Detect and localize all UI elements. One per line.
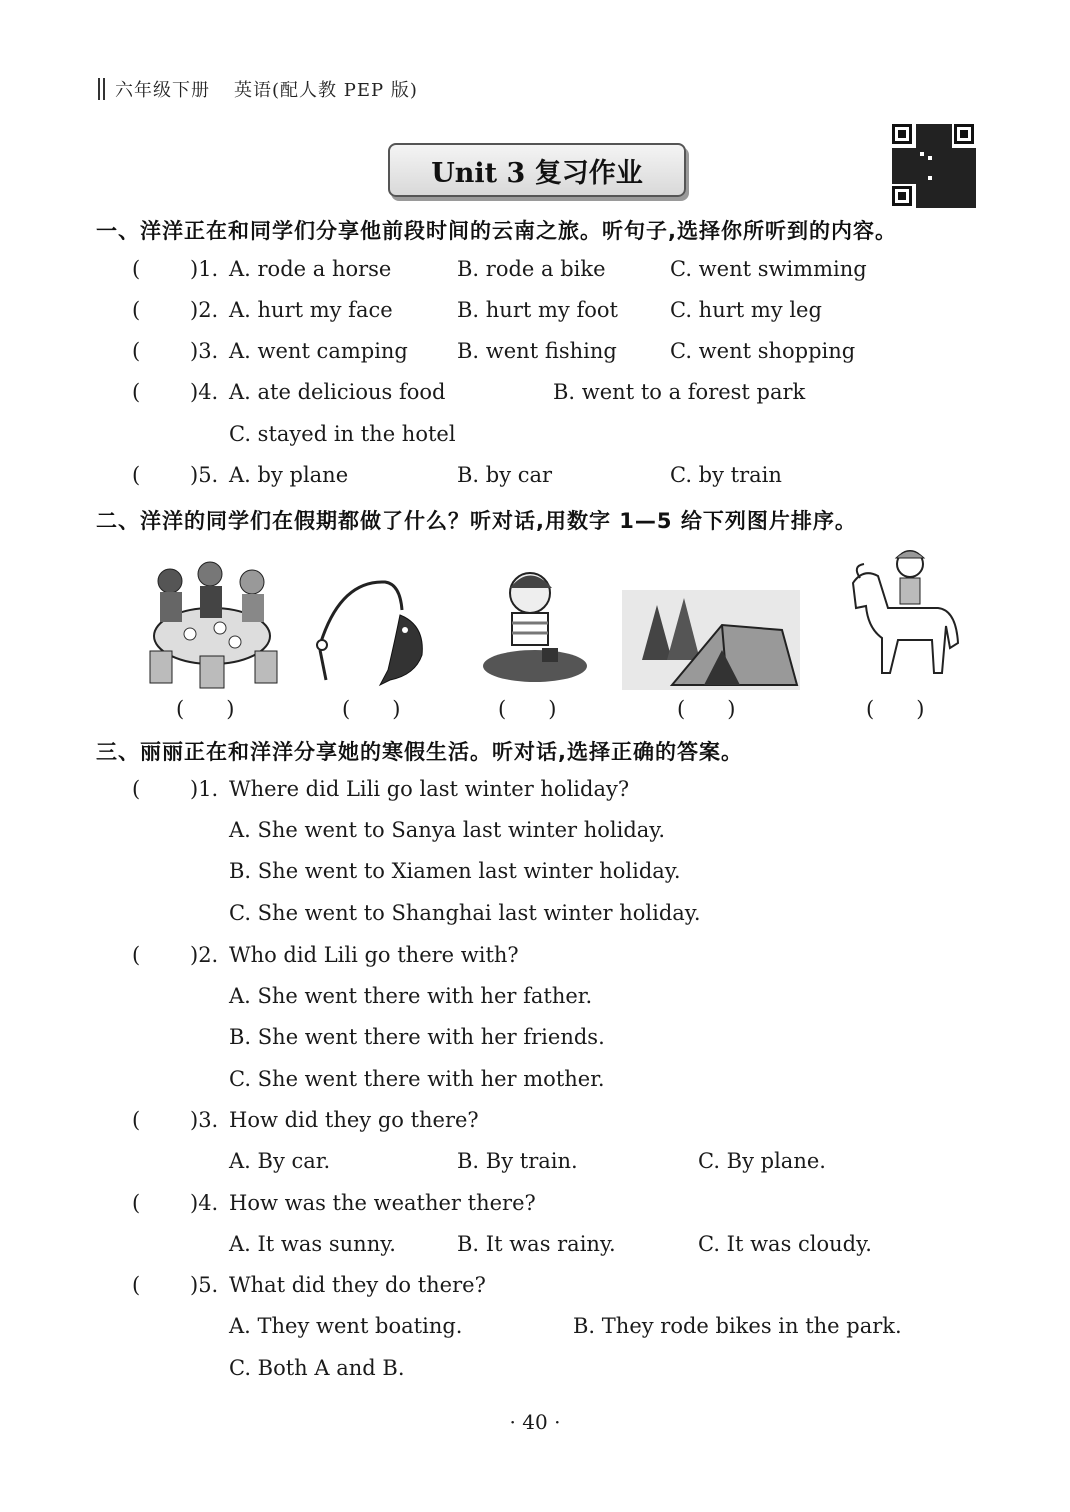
option-c: C. hurt my leg xyxy=(670,298,822,322)
option-b: B. By train. xyxy=(457,1149,578,1173)
answer-open-paren: ( xyxy=(132,1191,141,1215)
option-a: A. rode a horse xyxy=(229,257,392,281)
option-b: B. rode a bike xyxy=(457,257,606,281)
option-b: B. It was rainy. xyxy=(457,1232,616,1256)
question-text: How did they go there? xyxy=(229,1108,479,1132)
option-b: B. went to a forest park xyxy=(553,380,806,404)
question-number: )2. xyxy=(190,298,219,322)
answer-open-paren: ( xyxy=(132,380,141,404)
option-b: B. hurt my foot xyxy=(457,298,618,322)
option-b: B. went fishing xyxy=(457,339,617,363)
answer-open-paren: ( xyxy=(132,463,141,487)
picture-answer-blank: ( ) xyxy=(342,697,401,721)
horse-riding-picture xyxy=(838,548,963,683)
qr-code-icon xyxy=(890,122,976,208)
option-a: A. It was sunny. xyxy=(229,1232,396,1256)
option-c: C. went swimming xyxy=(670,257,867,281)
answer-open-paren: ( xyxy=(132,339,141,363)
question-text: What did they do there? xyxy=(229,1273,486,1297)
question-number: )4. xyxy=(190,380,219,404)
header-bar xyxy=(98,78,105,100)
question-number: )2. xyxy=(190,943,219,967)
part3-heading: 三、丽丽正在和洋洋分享她的寒假生活。听对话,选择正确的答案。 xyxy=(96,740,743,764)
question-number: )3. xyxy=(190,339,219,363)
option-a: A. by plane xyxy=(229,463,349,487)
option-a: A. went camping xyxy=(229,339,408,363)
answer-open-paren: ( xyxy=(132,298,141,322)
option-a: A. They went boating. xyxy=(229,1314,463,1338)
option-c: C. Both A and B. xyxy=(229,1356,405,1380)
book-header xyxy=(98,76,418,102)
option-a: A. She went there with her father. xyxy=(229,984,593,1008)
page-title: Unit 3 复习作业 xyxy=(388,143,686,197)
option-c: C. By plane. xyxy=(698,1149,826,1173)
family-dinner-picture xyxy=(140,556,285,691)
question-number: )1. xyxy=(190,257,219,281)
option-a: A. By car. xyxy=(229,1149,331,1173)
option-c: C. stayed in the hotel xyxy=(229,422,456,446)
picture-answer-blank: ( ) xyxy=(866,697,925,721)
picture-answer-blank: ( ) xyxy=(176,697,235,721)
question-text: Where did Lili go last winter holiday? xyxy=(229,777,630,801)
answer-open-paren: ( xyxy=(132,1273,141,1297)
option-b: B. They rode bikes in the park. xyxy=(573,1314,902,1338)
option-c: C. She went to Shanghai last winter holiday. xyxy=(229,901,701,925)
answer-open-paren: ( xyxy=(132,943,141,967)
header-subject: 英语(配人教 PEP 版) xyxy=(234,80,418,101)
option-b: B. She went to Xiamen last winter holiday. xyxy=(229,859,681,883)
question-number: )3. xyxy=(190,1108,219,1132)
question-number: )1. xyxy=(190,777,219,801)
option-a: A. hurt my face xyxy=(229,298,393,322)
part1-heading: 一、洋洋正在和同学们分享他前段时间的云南之旅。听句子,选择你所听到的内容。 xyxy=(96,219,897,243)
question-number: )5. xyxy=(190,463,219,487)
option-c: C. It was cloudy. xyxy=(698,1232,872,1256)
question-text: Who did Lili go there with? xyxy=(229,943,519,967)
option-c: C. by train xyxy=(670,463,782,487)
child-playing-sand-picture xyxy=(480,568,590,686)
header-grade: 六年级下册 xyxy=(115,80,210,101)
option-b: B. by car xyxy=(457,463,553,487)
answer-open-paren: ( xyxy=(132,777,141,801)
question-number: )4. xyxy=(190,1191,219,1215)
option-a: A. ate delicious food xyxy=(229,380,446,404)
picture-answer-blank: ( ) xyxy=(677,697,736,721)
tent-camping-picture xyxy=(622,590,800,690)
question-number: )5. xyxy=(190,1273,219,1297)
question-text: How was the weather there? xyxy=(229,1191,536,1215)
fishing-picture xyxy=(310,570,445,690)
answer-open-paren: ( xyxy=(132,257,141,281)
option-b: B. She went there with her friends. xyxy=(229,1025,605,1049)
part2-heading: 二、洋洋的同学们在假期都做了什么？听对话,用数字 1—5 给下列图片排序。 xyxy=(96,509,857,533)
page-number: · 40 · xyxy=(509,1410,561,1434)
answer-open-paren: ( xyxy=(132,1108,141,1132)
option-a: A. She went to Sanya last winter holiday. xyxy=(229,818,666,842)
option-c: C. She went there with her mother. xyxy=(229,1067,605,1091)
picture-answer-blank: ( ) xyxy=(498,697,557,721)
option-c: C. went shopping xyxy=(670,339,856,363)
